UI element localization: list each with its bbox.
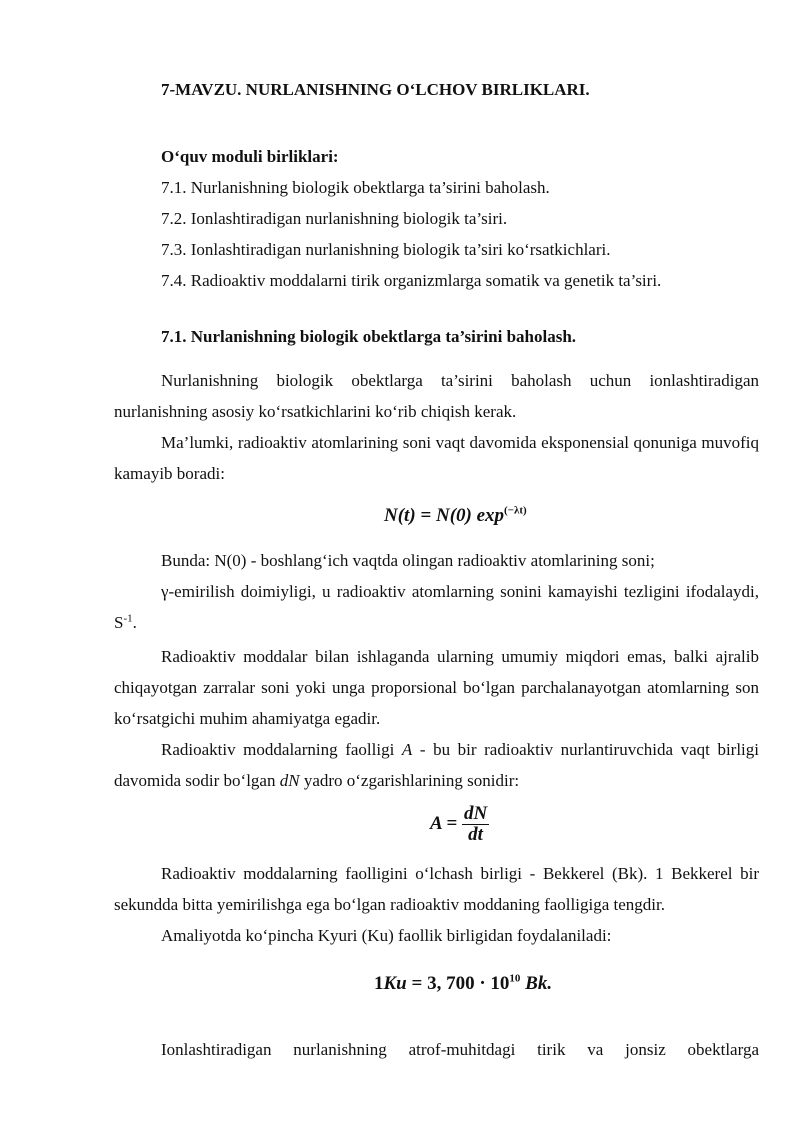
- paragraph-4-text: γ-emirilish doimiyligi, u radioaktiv atomlarning sonini kamayishi tezligini ifodalaydi, S: [114, 582, 759, 632]
- module-heading: O‘quv moduli birliklari:: [161, 147, 339, 166]
- decay-formula-lhs: N(t) = N(0) exp: [384, 505, 505, 526]
- paragraph-6-b: - bu bir radioaktiv nurlantiruvchida vaqt birligi davomida sodir bo‘lgan: [114, 740, 759, 790]
- module-item: 7.1. Nurlanishning biologik obektlarga ta’sirini baholash.: [161, 178, 550, 197]
- symbol-a: A: [401, 740, 413, 759]
- unit-exponent: -1: [123, 612, 133, 625]
- curie-value: = 3, 700 · 10: [406, 973, 510, 994]
- paragraph-7: Radioaktiv moddalarning faolligini o‘lchash birligi - Bekkerel (Bk). 1 Bekkerel bir sekundda bitta yemirilishga ega bo‘lgan radioaktiv moddaning faolligiga tengdir.: [114, 864, 759, 914]
- activity-fraction: [462, 804, 489, 845]
- paragraph-3: Bunda: N(0) - boshlang‘ich vaqtda olingan radioaktiv atomlarining soni;: [161, 551, 655, 570]
- module-item: 7.4. Radioaktiv moddalarni tirik organizmlarga somatik va genetik ta’siri.: [161, 271, 662, 290]
- curie-ku: Ku: [383, 973, 407, 994]
- activity-denominator: dt: [468, 824, 483, 845]
- paragraph-6-a: Radioaktiv moddalarning faolligi: [161, 740, 402, 759]
- curie-formula: [374, 968, 552, 999]
- paragraph-8: Amaliyotda ko‘pincha Kyuri (Ku) faollik birligidan foydalaniladi:: [161, 926, 612, 945]
- paragraph-9: Ionlashtiradigan nurlanishning atrof-muhitdagi tirik va jonsiz obektlarga: [161, 1040, 759, 1059]
- module-item: 7.2. Ionlashtiradigan nurlanishning biologik ta’siri.: [161, 209, 508, 228]
- paragraph-1: Nurlanishning biologik obektlarga ta’sirini baholash uchun ionlashtiradigan nurlanishning asosiy ko‘rsatkichlarini ko‘rib chiqish kerak.: [114, 371, 759, 421]
- section-heading: 7.1. Nurlanishning biologik obektlarga ta’sirini baholash.: [161, 327, 577, 346]
- activity-lhs: A =: [430, 812, 458, 834]
- module-item: 7.3. Ionlashtiradigan nurlanishning biologik ta’siri ko‘rsatkichlari.: [161, 240, 611, 259]
- paragraph-4: [114, 576, 759, 638]
- curie-exponent: 10: [509, 972, 521, 985]
- decay-formula: [384, 500, 527, 531]
- paragraph-5: Radioaktiv moddalar bilan ishlaganda ularning umumiy miqdori emas, balki ajralib chiqayotgan zarralar soni yoki unga proporsional bo‘lgan parchalanayotgan atomlarning son ko‘rsatgichi muhim ahamiyatga egadir.: [114, 647, 759, 728]
- paragraph-6: [114, 734, 759, 796]
- activity-numerator: dN: [463, 803, 488, 824]
- curie-one: 1: [374, 973, 384, 994]
- curie-bk: Bk.: [520, 973, 553, 994]
- page-title: 7-MAVZU. NURLANISHNING O‘LCHOV BIRLIKLARI.: [161, 80, 590, 99]
- symbol-dn: dN: [279, 771, 300, 790]
- decay-formula-exponent: (−λt): [504, 504, 527, 517]
- activity-formula: [430, 804, 489, 845]
- paragraph-2: Ma’lumki, radioaktiv atomlarining soni vaqt davomida eksponensial qonuniga muvofiq kamayib boradi:: [114, 433, 759, 483]
- paragraph-6-c: yadro o‘zgarishlarining sonidir:: [299, 771, 520, 790]
- module-list: [114, 172, 800, 296]
- paragraph-4-end: .: [132, 613, 137, 632]
